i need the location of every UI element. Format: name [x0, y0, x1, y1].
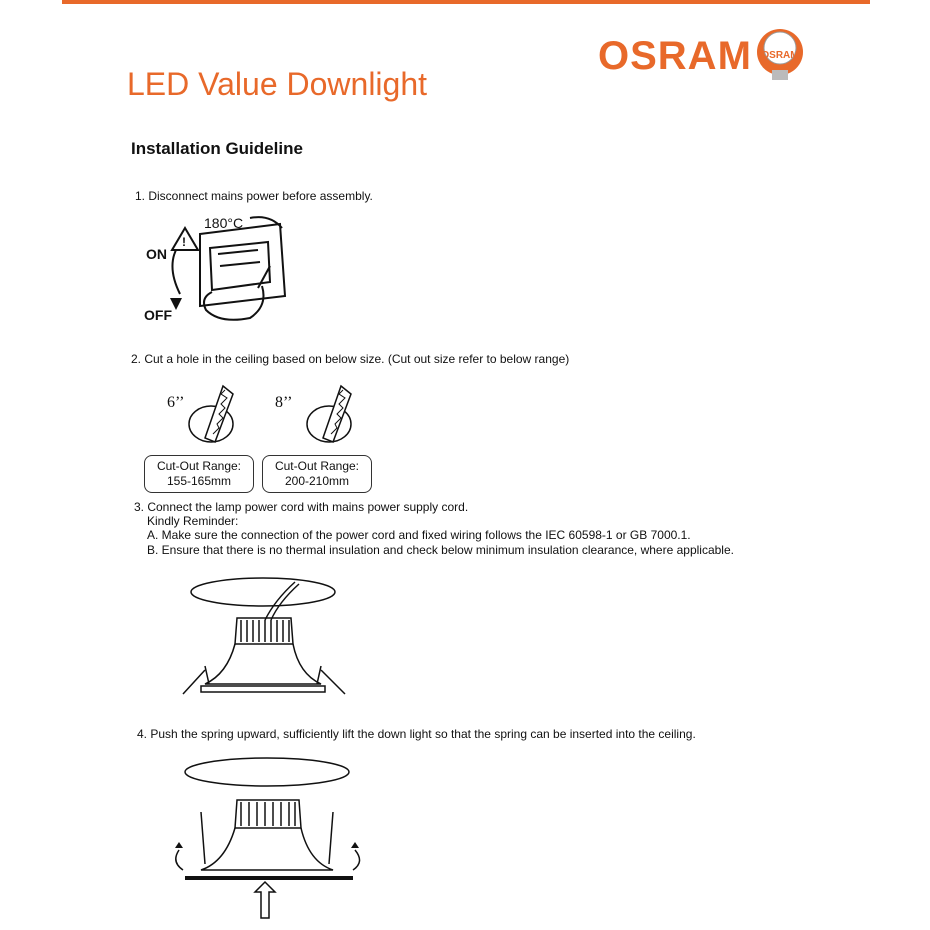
- page-title: LED Value Downlight: [127, 66, 428, 102]
- saw-cut-8-icon: [303, 380, 363, 446]
- step-3-reminder: Kindly Reminder:: [147, 514, 239, 528]
- downlight-wiring-illustration: [175, 570, 355, 700]
- size-6-label: 6’’: [167, 394, 185, 411]
- top-accent-bar: [62, 0, 870, 4]
- cutout-range-title: Cut-Out Range:: [274, 459, 360, 473]
- step-4-text: 4. Push the spring upward, sufficiently lift the down light so that the spring can be inserted into the ceiling.: [137, 727, 696, 741]
- step-3-text: 3. Connect the lamp power cord with mains power supply cord.: [134, 500, 469, 514]
- step-2-text: 2. Cut a hole in the ceiling based on below size. (Cut out size refer to below range): [131, 352, 570, 366]
- cutout-range-box-6: [144, 455, 254, 493]
- step-3-note-b: B. Ensure that there is no thermal insulation and check below minimum insulation clearance, where applicable.: [147, 543, 734, 557]
- cutout-range-value: 200-210mm: [284, 474, 350, 488]
- cutout-range-box-8: [262, 455, 372, 493]
- step-1-text: 1. Disconnect mains power before assembly.: [135, 189, 373, 203]
- section-heading: Installation Guideline: [131, 139, 303, 158]
- spring-push-illustration: [165, 752, 375, 930]
- cutout-range-title: Cut-Out Range:: [156, 459, 242, 473]
- svg-text:OFF: OFF: [144, 307, 172, 323]
- saw-cut-6-icon: [185, 380, 245, 446]
- cutout-range-value: 155-165mm: [166, 474, 232, 488]
- osram-logo-text: OSRAM: [598, 34, 752, 78]
- switch-off-illustration: [140, 206, 310, 336]
- osram-bulb-logo-icon: [752, 26, 808, 86]
- svg-text:180°C: 180°C: [204, 215, 244, 231]
- step-3-note-a: A. Make sure the connection of the power cord and fixed wiring follows the IEC 60598-1 or GB 7000.1.: [147, 528, 691, 542]
- svg-text:OSRAM: OSRAM: [761, 50, 799, 61]
- svg-text:!: !: [182, 235, 186, 249]
- svg-text:ON: ON: [146, 246, 167, 262]
- size-8-label: 8’’: [275, 394, 293, 411]
